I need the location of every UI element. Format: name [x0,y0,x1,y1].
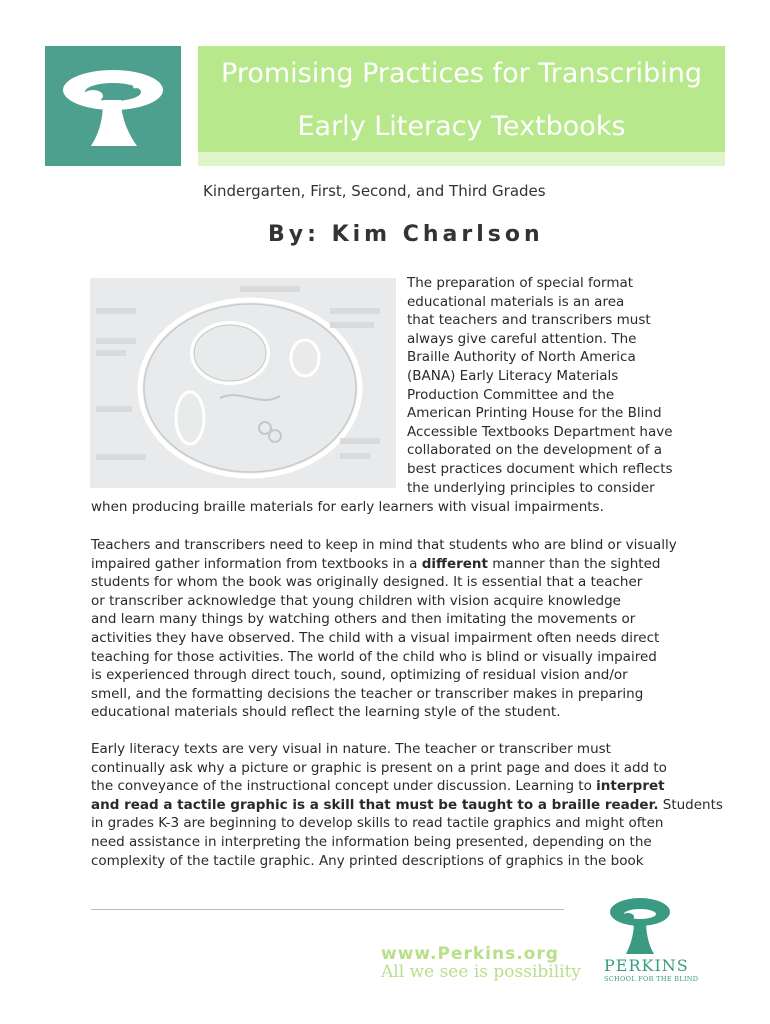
title-line-1: Promising Practices for Transcribing [198,46,725,102]
text-line: students for whom the book was originally designed. It is essential that a teacher [91,574,643,591]
title-banner [198,46,725,166]
text-line: American Printing House for the Blind [407,405,662,422]
text-line: continually ask why a picture or graphic is present on a print page and does it add to [91,759,667,776]
paragraph-3 [91,740,723,870]
paragraph-1-wrapped [407,274,673,497]
text-line: is experienced through direct touch, sound, optimizing of residual vision and/or [91,667,628,684]
text-line: complexity of the tactile graphic. Any printed descriptions of graphics in the book [91,852,644,869]
text-line: educational materials is an area [407,293,625,310]
text-segment: Students [658,796,723,813]
text-line: collaborated on the development of a [407,442,663,459]
text-line: that teachers and transcribers must [407,312,651,329]
tactile-graphic-image [90,278,396,488]
text-line [91,796,723,815]
text-line: Early literacy texts are very visual in nature. The teacher or transcriber must [91,741,611,757]
tagline-text: All we see is [381,962,494,982]
emphasis-different: different [421,555,488,572]
text-line [91,555,677,574]
text-segment: impaired gather information from textbooks in a [91,555,422,572]
text-line: Accessible Textbooks Department have [407,423,673,440]
text-line: in grades K-3 are beginning to develop skills to read tactile graphics and might often [91,815,664,832]
text-line: (BANA) Early Literacy Materials [407,367,619,384]
grades-subtitle: Kindergarten, First, Second, and Third Grades [203,182,546,200]
text-line: Production Committee and the [407,386,615,403]
text-line: and learn many things by watching others and then imitating the movements or [91,611,636,628]
paragraph-2 [91,536,677,722]
text-line: or transcriber acknowledge that young children with vision acquire knowledge [91,592,621,609]
text-line: Braille Authority of North America [407,349,636,366]
tagline-emphasis: possibility [493,962,582,982]
text-line: best practices document which reflects [407,460,673,477]
website-link[interactable]: www.Perkins.org [381,944,559,964]
text-line [91,777,723,796]
text-line: smell, and the formatting decisions the teacher or transcriber makes in preparing [91,685,644,702]
title-line-2: Early Literacy Textbooks [198,102,725,152]
perkins-wordmark: PERKINS [604,956,689,975]
text-line: educational materials should reflect the learning style of the student. [91,704,561,721]
text-segment: the conveyance of the instructional concept under discussion. Learning to [91,778,597,795]
text-line: the underlying principles to consider [407,479,655,496]
emphasis-tactile-skill: and read a tactile graphic is a skill that must be taught to a braille reader. [91,796,659,813]
text-line: always give careful attention. The [407,330,637,347]
text-segment: manner than the sighted [487,555,661,572]
text-line: The preparation of special format [407,275,634,291]
text-line: activities they have observed. The child with a visual impairment often needs direct [91,629,660,646]
text-line: teaching for those activities. The world of the child who is blind or visually impaired [91,648,657,665]
perkins-subtitle: SCHOOL FOR THE BLIND [604,975,699,983]
emphasis-interpret: interpret [596,778,665,795]
tagline [381,962,581,982]
footer-divider [91,909,564,910]
perkins-p-logo [45,46,181,166]
text-line: Teachers and transcribers need to keep in mind that students who are blind or visually [91,537,677,553]
tree-logo-icon [45,46,181,166]
paragraph-1-tail: when producing braille materials for early learners with visual impairments. [91,499,604,515]
text-line: need assistance in interpreting the information being presented, depending on the [91,833,652,850]
author-byline: By: Kim Charlson [268,222,544,247]
